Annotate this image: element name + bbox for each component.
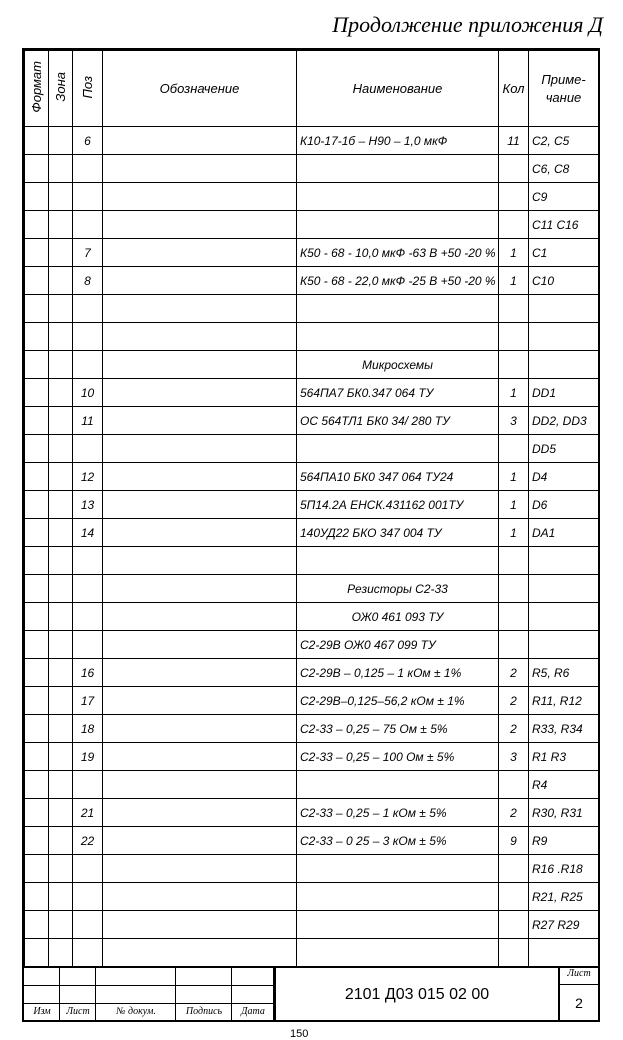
table-row bbox=[25, 323, 599, 351]
cell-name: С2-29В ОЖ0 467 099 ТУ bbox=[297, 631, 499, 659]
cell-name: С2-33 – 0 25 – 3 кОм ± 5% bbox=[297, 827, 499, 855]
table-row bbox=[25, 351, 599, 379]
cell-format bbox=[25, 659, 49, 687]
cell-note: R5, R6 bbox=[529, 659, 599, 687]
header-qty: Кол bbox=[499, 51, 529, 127]
label-list: Лист bbox=[66, 1006, 90, 1017]
cell-name bbox=[297, 155, 499, 183]
cell-format bbox=[25, 687, 49, 715]
cell-format bbox=[25, 127, 49, 155]
cell-note: DD1 bbox=[529, 379, 599, 407]
cell-zone bbox=[49, 351, 73, 379]
cell-name: С2-33 – 0,25 – 75 Ом ± 5% bbox=[297, 715, 499, 743]
cell-pos: 10 bbox=[73, 379, 103, 407]
cell-note: С6, С8 bbox=[529, 155, 599, 183]
cell-name bbox=[297, 771, 499, 799]
cell-format bbox=[25, 211, 49, 239]
label-signature: Подпись bbox=[185, 1006, 223, 1017]
cell-designation bbox=[103, 855, 297, 883]
header-designation: Обозначение bbox=[103, 51, 297, 127]
cell-designation bbox=[103, 771, 297, 799]
cell-qty: 1 bbox=[499, 239, 529, 267]
cell-format bbox=[25, 155, 49, 183]
cell-name bbox=[297, 855, 499, 883]
table-row bbox=[25, 883, 599, 911]
specification-table bbox=[24, 50, 599, 967]
cell-designation bbox=[103, 603, 297, 631]
cell-designation bbox=[103, 239, 297, 267]
cell-designation bbox=[103, 267, 297, 295]
cell-name: С2-33 – 0,25 – 1 кОм ± 5% bbox=[297, 799, 499, 827]
cell-format bbox=[25, 799, 49, 827]
cell-pos bbox=[73, 631, 103, 659]
cell-format bbox=[25, 827, 49, 855]
cell-qty: 2 bbox=[499, 715, 529, 743]
table-row bbox=[25, 939, 599, 967]
cell-pos bbox=[73, 771, 103, 799]
table-row bbox=[25, 659, 599, 687]
cell-designation bbox=[103, 883, 297, 911]
cell-note: С10 bbox=[529, 267, 599, 295]
table-row bbox=[25, 183, 599, 211]
cell-designation bbox=[103, 183, 297, 211]
cell-qty: 9 bbox=[499, 827, 529, 855]
cell-note: R4 bbox=[529, 771, 599, 799]
cell-qty bbox=[499, 603, 529, 631]
cell-designation bbox=[103, 379, 297, 407]
table-row bbox=[25, 127, 599, 155]
cell-qty bbox=[499, 939, 529, 967]
cell-name: С2-29В – 0,125 – 1 кОм ± 1% bbox=[297, 659, 499, 687]
cell-pos: 21 bbox=[73, 799, 103, 827]
cell-zone bbox=[49, 267, 73, 295]
cell-qty bbox=[499, 855, 529, 883]
header-format: Формат bbox=[25, 51, 49, 127]
cell-pos bbox=[73, 323, 103, 351]
cell-qty bbox=[499, 911, 529, 939]
cell-note bbox=[529, 603, 599, 631]
cell-pos bbox=[73, 575, 103, 603]
cell-zone bbox=[49, 715, 73, 743]
label-izm: Изм bbox=[33, 1006, 51, 1017]
cell-designation bbox=[103, 435, 297, 463]
cell-qty: 1 bbox=[499, 463, 529, 491]
header-note: Приме- чание bbox=[529, 51, 599, 127]
cell-qty: 11 bbox=[499, 127, 529, 155]
cell-zone bbox=[49, 407, 73, 435]
cell-name: 564ПА7 БК0.347 064 ТУ bbox=[297, 379, 499, 407]
cell-zone bbox=[49, 771, 73, 799]
cell-designation bbox=[103, 575, 297, 603]
label-date: Дата bbox=[241, 1006, 265, 1017]
cell-pos: 14 bbox=[73, 519, 103, 547]
label-doc-number: № докум. bbox=[116, 1006, 156, 1017]
cell-qty bbox=[499, 183, 529, 211]
table-row bbox=[25, 295, 599, 323]
cell-pos bbox=[73, 183, 103, 211]
cell-note: С9 bbox=[529, 183, 599, 211]
cell-pos: 13 bbox=[73, 491, 103, 519]
cell-designation bbox=[103, 491, 297, 519]
cell-note bbox=[529, 939, 599, 967]
cell-name: Резисторы С2-33 bbox=[297, 575, 499, 603]
cell-designation bbox=[103, 407, 297, 435]
cell-note: DD5 bbox=[529, 435, 599, 463]
cell-designation bbox=[103, 715, 297, 743]
cell-name bbox=[297, 911, 499, 939]
cell-zone bbox=[49, 855, 73, 883]
cell-zone bbox=[49, 295, 73, 323]
cell-qty bbox=[499, 211, 529, 239]
cell-designation bbox=[103, 659, 297, 687]
cell-zone bbox=[49, 127, 73, 155]
cell-name: ОС 564ТЛ1 БК0 34/ 280 ТУ bbox=[297, 407, 499, 435]
cell-zone bbox=[49, 491, 73, 519]
cell-zone bbox=[49, 827, 73, 855]
cell-qty: 2 bbox=[499, 687, 529, 715]
cell-qty: 1 bbox=[499, 267, 529, 295]
table-row bbox=[25, 799, 599, 827]
cell-pos bbox=[73, 939, 103, 967]
cell-zone bbox=[49, 883, 73, 911]
cell-zone bbox=[49, 379, 73, 407]
cell-qty: 1 bbox=[499, 519, 529, 547]
cell-note bbox=[529, 323, 599, 351]
cell-pos bbox=[73, 155, 103, 183]
cell-format bbox=[25, 463, 49, 491]
cell-pos: 11 bbox=[73, 407, 103, 435]
cell-pos bbox=[73, 351, 103, 379]
cell-pos: 7 bbox=[73, 239, 103, 267]
cell-designation bbox=[103, 547, 297, 575]
cell-note: R16 .R18 bbox=[529, 855, 599, 883]
cell-format bbox=[25, 379, 49, 407]
cell-pos bbox=[73, 547, 103, 575]
cell-zone bbox=[49, 183, 73, 211]
cell-note bbox=[529, 351, 599, 379]
table-row bbox=[25, 547, 599, 575]
cell-zone bbox=[49, 155, 73, 183]
table-row bbox=[25, 603, 599, 631]
cell-designation bbox=[103, 631, 297, 659]
cell-zone bbox=[49, 687, 73, 715]
table-row bbox=[25, 463, 599, 491]
cell-format bbox=[25, 491, 49, 519]
cell-name: К10-17-1б – Н90 – 1,0 мкФ bbox=[297, 127, 499, 155]
cell-format bbox=[25, 715, 49, 743]
cell-note: R9 bbox=[529, 827, 599, 855]
cell-qty bbox=[499, 575, 529, 603]
cell-qty bbox=[499, 435, 529, 463]
table-row bbox=[25, 267, 599, 295]
table-row bbox=[25, 435, 599, 463]
cell-designation bbox=[103, 519, 297, 547]
cell-zone bbox=[49, 603, 73, 631]
page-number: 150 bbox=[290, 1028, 309, 1040]
header-pos: Поз bbox=[73, 51, 103, 127]
cell-pos bbox=[73, 911, 103, 939]
cell-note bbox=[529, 547, 599, 575]
cell-format bbox=[25, 435, 49, 463]
table-row bbox=[25, 491, 599, 519]
cell-format bbox=[25, 547, 49, 575]
cell-name: С2-33 – 0,25 – 100 Ом ± 5% bbox=[297, 743, 499, 771]
table-row bbox=[25, 771, 599, 799]
table-row bbox=[25, 827, 599, 855]
document-designation: 2101 Д03 015 02 00 bbox=[274, 968, 560, 1022]
cell-zone bbox=[49, 911, 73, 939]
cell-qty: 1 bbox=[499, 491, 529, 519]
cell-note: С2, С5 bbox=[529, 127, 599, 155]
cell-qty bbox=[499, 295, 529, 323]
cell-zone bbox=[49, 631, 73, 659]
cell-format bbox=[25, 575, 49, 603]
cell-designation bbox=[103, 211, 297, 239]
cell-designation bbox=[103, 687, 297, 715]
cell-pos: 6 bbox=[73, 127, 103, 155]
table-row bbox=[25, 407, 599, 435]
cell-designation bbox=[103, 323, 297, 351]
cell-note: R1 R3 bbox=[529, 743, 599, 771]
cell-designation bbox=[103, 743, 297, 771]
cell-note: С11 С16 bbox=[529, 211, 599, 239]
cell-designation bbox=[103, 463, 297, 491]
table-row bbox=[25, 239, 599, 267]
cell-format bbox=[25, 183, 49, 211]
table-row bbox=[25, 379, 599, 407]
table-row bbox=[25, 211, 599, 239]
cell-qty bbox=[499, 547, 529, 575]
cell-name bbox=[297, 295, 499, 323]
cell-note: R21, R25 bbox=[529, 883, 599, 911]
cell-designation bbox=[103, 127, 297, 155]
cell-pos: 16 bbox=[73, 659, 103, 687]
cell-note: R27 R29 bbox=[529, 911, 599, 939]
cell-zone bbox=[49, 323, 73, 351]
cell-format bbox=[25, 771, 49, 799]
cell-format bbox=[25, 883, 49, 911]
cell-zone bbox=[49, 435, 73, 463]
cell-designation bbox=[103, 351, 297, 379]
cell-name bbox=[297, 939, 499, 967]
cell-note: D6 bbox=[529, 491, 599, 519]
cell-name: 140УД22 БКО 347 004 ТУ bbox=[297, 519, 499, 547]
cell-pos bbox=[73, 603, 103, 631]
cell-format bbox=[25, 295, 49, 323]
cell-name bbox=[297, 211, 499, 239]
cell-note: R30, R31 bbox=[529, 799, 599, 827]
cell-zone bbox=[49, 547, 73, 575]
cell-zone bbox=[49, 519, 73, 547]
page-caption: Продолжение приложения Д bbox=[332, 12, 603, 37]
cell-pos: 12 bbox=[73, 463, 103, 491]
cell-format bbox=[25, 743, 49, 771]
specification-sheet bbox=[22, 48, 600, 1022]
cell-name: К50 - 68 - 22,0 мкФ -25 В +50 -20 % bbox=[297, 267, 499, 295]
cell-pos bbox=[73, 211, 103, 239]
table-row bbox=[25, 519, 599, 547]
table-row bbox=[25, 155, 599, 183]
cell-name: 564ПА10 БК0 347 064 ТУ24 bbox=[297, 463, 499, 491]
cell-qty: 2 bbox=[499, 799, 529, 827]
cell-name bbox=[297, 183, 499, 211]
cell-format bbox=[25, 267, 49, 295]
cell-qty bbox=[499, 771, 529, 799]
table-row bbox=[25, 911, 599, 939]
cell-pos: 17 bbox=[73, 687, 103, 715]
cell-name: Микросхемы bbox=[297, 351, 499, 379]
table-row bbox=[25, 575, 599, 603]
cell-qty: 3 bbox=[499, 743, 529, 771]
cell-zone bbox=[49, 211, 73, 239]
cell-format bbox=[25, 519, 49, 547]
cell-zone bbox=[49, 463, 73, 491]
cell-name: С2-29В–0,125–56,2 кОм ± 1% bbox=[297, 687, 499, 715]
cell-pos bbox=[73, 435, 103, 463]
cell-qty bbox=[499, 323, 529, 351]
cell-qty: 1 bbox=[499, 379, 529, 407]
title-block bbox=[24, 966, 598, 1022]
cell-designation bbox=[103, 295, 297, 323]
table-row bbox=[25, 631, 599, 659]
sheet-number: 2 bbox=[575, 995, 583, 1011]
cell-note: С1 bbox=[529, 239, 599, 267]
cell-name bbox=[297, 323, 499, 351]
table-row bbox=[25, 715, 599, 743]
cell-name: ОЖ0 461 093 ТУ bbox=[297, 603, 499, 631]
cell-designation bbox=[103, 827, 297, 855]
cell-zone bbox=[49, 799, 73, 827]
table-row bbox=[25, 687, 599, 715]
cell-designation bbox=[103, 911, 297, 939]
cell-qty: 2 bbox=[499, 659, 529, 687]
cell-format bbox=[25, 323, 49, 351]
cell-note: R33, R34 bbox=[529, 715, 599, 743]
cell-zone bbox=[49, 575, 73, 603]
cell-note: DA1 bbox=[529, 519, 599, 547]
cell-zone bbox=[49, 939, 73, 967]
cell-zone bbox=[49, 743, 73, 771]
cell-format bbox=[25, 239, 49, 267]
cell-format bbox=[25, 603, 49, 631]
table-row bbox=[25, 743, 599, 771]
cell-format bbox=[25, 911, 49, 939]
table-header-row bbox=[25, 51, 599, 127]
cell-name bbox=[297, 435, 499, 463]
cell-zone bbox=[49, 239, 73, 267]
cell-name bbox=[297, 883, 499, 911]
cell-format bbox=[25, 631, 49, 659]
cell-pos bbox=[73, 295, 103, 323]
cell-pos bbox=[73, 883, 103, 911]
cell-format bbox=[25, 939, 49, 967]
cell-note bbox=[529, 295, 599, 323]
cell-pos: 8 bbox=[73, 267, 103, 295]
cell-pos: 18 bbox=[73, 715, 103, 743]
cell-name: 5П14.2А ЕНСК.431162 001ТУ bbox=[297, 491, 499, 519]
sheet-label: Лист bbox=[560, 968, 598, 985]
cell-qty: 3 bbox=[499, 407, 529, 435]
cell-note: D4 bbox=[529, 463, 599, 491]
cell-name: К50 - 68 - 10,0 мкФ -63 В +50 -20 % bbox=[297, 239, 499, 267]
cell-name bbox=[297, 547, 499, 575]
cell-note bbox=[529, 575, 599, 603]
cell-format bbox=[25, 351, 49, 379]
cell-qty bbox=[499, 883, 529, 911]
cell-note: DD2, DD3 bbox=[529, 407, 599, 435]
cell-qty bbox=[499, 351, 529, 379]
cell-pos bbox=[73, 855, 103, 883]
header-zone: Зона bbox=[49, 51, 73, 127]
cell-designation bbox=[103, 799, 297, 827]
cell-note: R11, R12 bbox=[529, 687, 599, 715]
table-row bbox=[25, 855, 599, 883]
cell-qty bbox=[499, 155, 529, 183]
header-name: Наименование bbox=[297, 51, 499, 127]
cell-note bbox=[529, 631, 599, 659]
cell-zone bbox=[49, 659, 73, 687]
cell-pos: 22 bbox=[73, 827, 103, 855]
cell-format bbox=[25, 407, 49, 435]
cell-format bbox=[25, 855, 49, 883]
cell-designation bbox=[103, 155, 297, 183]
cell-designation bbox=[103, 939, 297, 967]
cell-qty bbox=[499, 631, 529, 659]
cell-pos: 19 bbox=[73, 743, 103, 771]
